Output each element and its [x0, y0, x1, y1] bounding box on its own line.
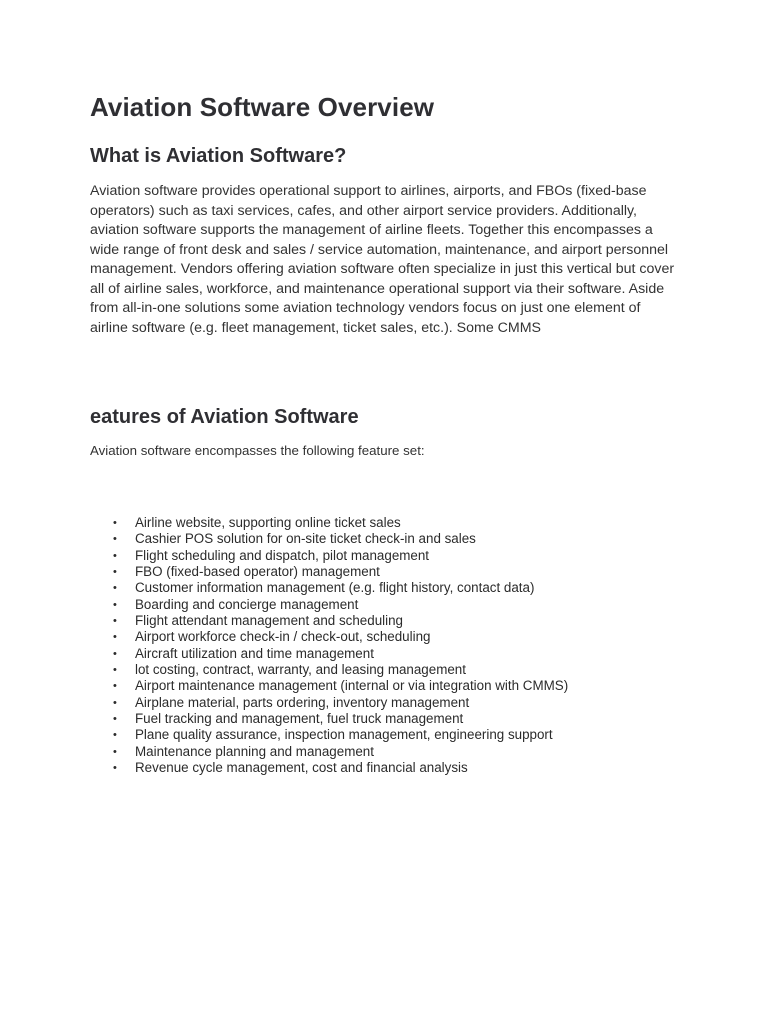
feature-list-item — [90, 727, 568, 743]
page-title: Aviation Software Overview — [90, 92, 435, 122]
feature-item-text: Airport maintenance management (internal or via integration with CMMS) — [135, 678, 569, 694]
bullet-icon: • — [113, 549, 117, 562]
feature-list-item — [90, 678, 568, 694]
intro-paragraph: Aviation software provides operational support to airlines, airports, and FBOs (fixed-base operators) such as taxi services, cafes, and other airport service providers. Additionally, aviation software supports the management of airline fleets. Together this encompasses a wide range of front desk and sales / service automation, maintenance, and airport personnel management. Vendors offering aviation software often specialize in just this vertical but cover all of airline sales, workforce, and maintenance operational support via their software. Aside from all-in-one solutions some aviation technology vendors focus on just one element of airline software (e.g. fleet management, ticket sales, etc.). Some CMMS — [90, 183, 675, 336]
feature-list-item — [90, 613, 568, 629]
bullet-icon: • — [113, 696, 117, 709]
feature-item-text: Airline website, supporting online ticket sales — [135, 515, 401, 530]
feature-list-item — [90, 695, 568, 711]
bullet-icon: • — [113, 745, 117, 758]
bullet-icon: • — [113, 533, 117, 546]
feature-list-item — [90, 760, 568, 776]
feature-item-text: Airplane material, parts ordering, inventory management — [135, 694, 470, 710]
bullet-icon: • — [113, 517, 117, 529]
feature-item-text: lot costing, contract, warranty, and leasing management — [135, 662, 466, 678]
bullet-icon: • — [113, 713, 117, 726]
feature-list-item — [90, 711, 568, 727]
bullet-icon: • — [113, 729, 117, 742]
bullet-icon: • — [113, 566, 117, 579]
bullet-icon: • — [113, 664, 117, 677]
section-heading-what-is: What is Aviation Software? — [90, 145, 347, 167]
feature-item-text: Revenue cycle management, cost and financial analysis — [135, 760, 468, 776]
feature-item-text: Plane quality assurance, inspection management, engineering support — [135, 727, 553, 743]
bullet-icon: • — [113, 582, 117, 595]
feature-list-item — [90, 744, 568, 760]
feature-list — [90, 515, 568, 777]
bullet-icon: • — [113, 680, 117, 693]
feature-list-item — [90, 515, 568, 531]
feature-item-text: Fuel tracking and management, fuel truck management — [135, 711, 464, 727]
feature-item-text: Cashier POS solution for on-site ticket check-in and sales — [135, 531, 476, 547]
feature-item-text: Customer information management (e.g. flight history, contact data) — [135, 580, 535, 596]
feature-list-item — [90, 548, 568, 564]
bullet-icon: • — [113, 647, 117, 660]
feature-item-text: Flight attendant management and scheduling — [135, 613, 403, 629]
feature-item-text: Airport workforce check-in / check-out, scheduling — [135, 629, 431, 645]
feature-item-text: Boarding and concierge management — [135, 596, 359, 612]
feature-item-text: Flight scheduling and dispatch, pilot management — [135, 547, 430, 563]
bullet-icon: • — [113, 762, 117, 775]
feature-item-text: FBO (fixed-based operator) management — [135, 564, 380, 580]
feature-item-text: Maintenance planning and management — [135, 743, 374, 759]
feature-list-item — [90, 531, 568, 547]
section-heading-features: eatures of Aviation Software — [90, 406, 359, 428]
bullet-icon: • — [113, 615, 117, 628]
feature-item-text: Aircraft utilization and time management — [135, 645, 374, 661]
feature-list-item — [90, 646, 568, 662]
feature-list-item — [90, 629, 568, 645]
feature-list-item — [90, 564, 568, 580]
bullet-icon: • — [113, 631, 117, 644]
bullet-icon: • — [113, 598, 117, 611]
feature-list-item — [90, 597, 568, 613]
feature-list-item — [90, 580, 568, 596]
feature-list-item — [90, 662, 568, 678]
features-intro-text: Aviation software encompasses the following feature set: — [90, 443, 425, 458]
